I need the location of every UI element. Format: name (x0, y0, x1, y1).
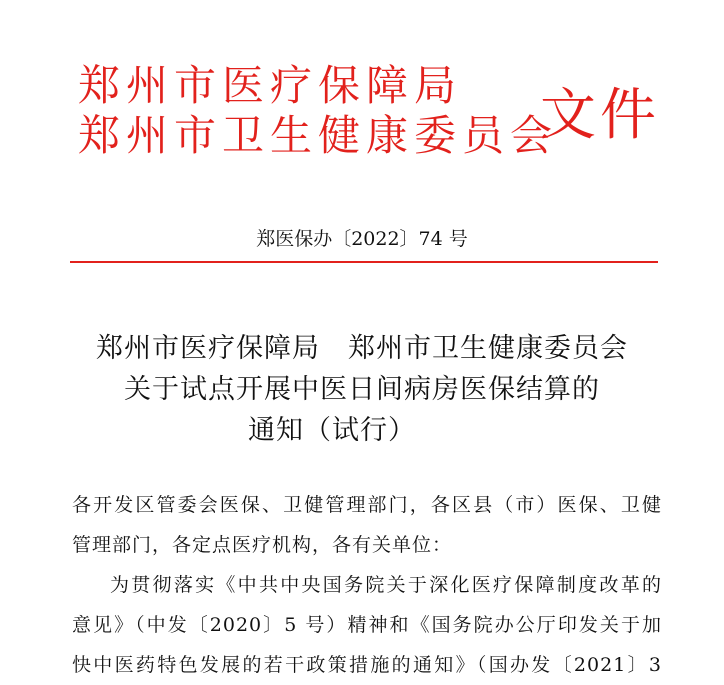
body-line-2: 意见》（中发〔2020〕5 号）精神和《国务院办公厅印发关于加 (72, 614, 662, 636)
notice-title (0, 328, 724, 451)
document-number: 郑医保办〔2022〕74 号 (256, 228, 468, 250)
body-line-1: 为贯彻落实《中共中央国务院关于深化医疗保障制度改革的 (110, 574, 662, 596)
title-line-2: 关于试点开展中医日间病房医保结算的 (124, 374, 600, 405)
title-line-1: 郑州市医疗保障局 郑州市卫生健康委员会 (96, 333, 628, 364)
addressee (72, 485, 662, 565)
issuer-line-2: 郑州市卫生健康委员会 (78, 111, 559, 160)
title-line-3: 通知（试行） (248, 415, 416, 446)
red-divider-line (70, 261, 658, 263)
issuer-line-1: 郑州市医疗保障局 (78, 61, 463, 110)
body-paragraph (72, 565, 662, 685)
addressee-line-2: 管理部门，各定点医疗机构，各有关单位： (72, 534, 453, 556)
red-header (78, 62, 678, 172)
document-word: 文件 (540, 83, 660, 148)
body-line-3: 快中医药特色发展的若干政策措施的通知》（国办发〔2021〕3 (72, 654, 662, 676)
addressee-line-1: 各开发区管委会医保、卫健管理部门，各区县（市）医保、卫健 (72, 494, 662, 516)
